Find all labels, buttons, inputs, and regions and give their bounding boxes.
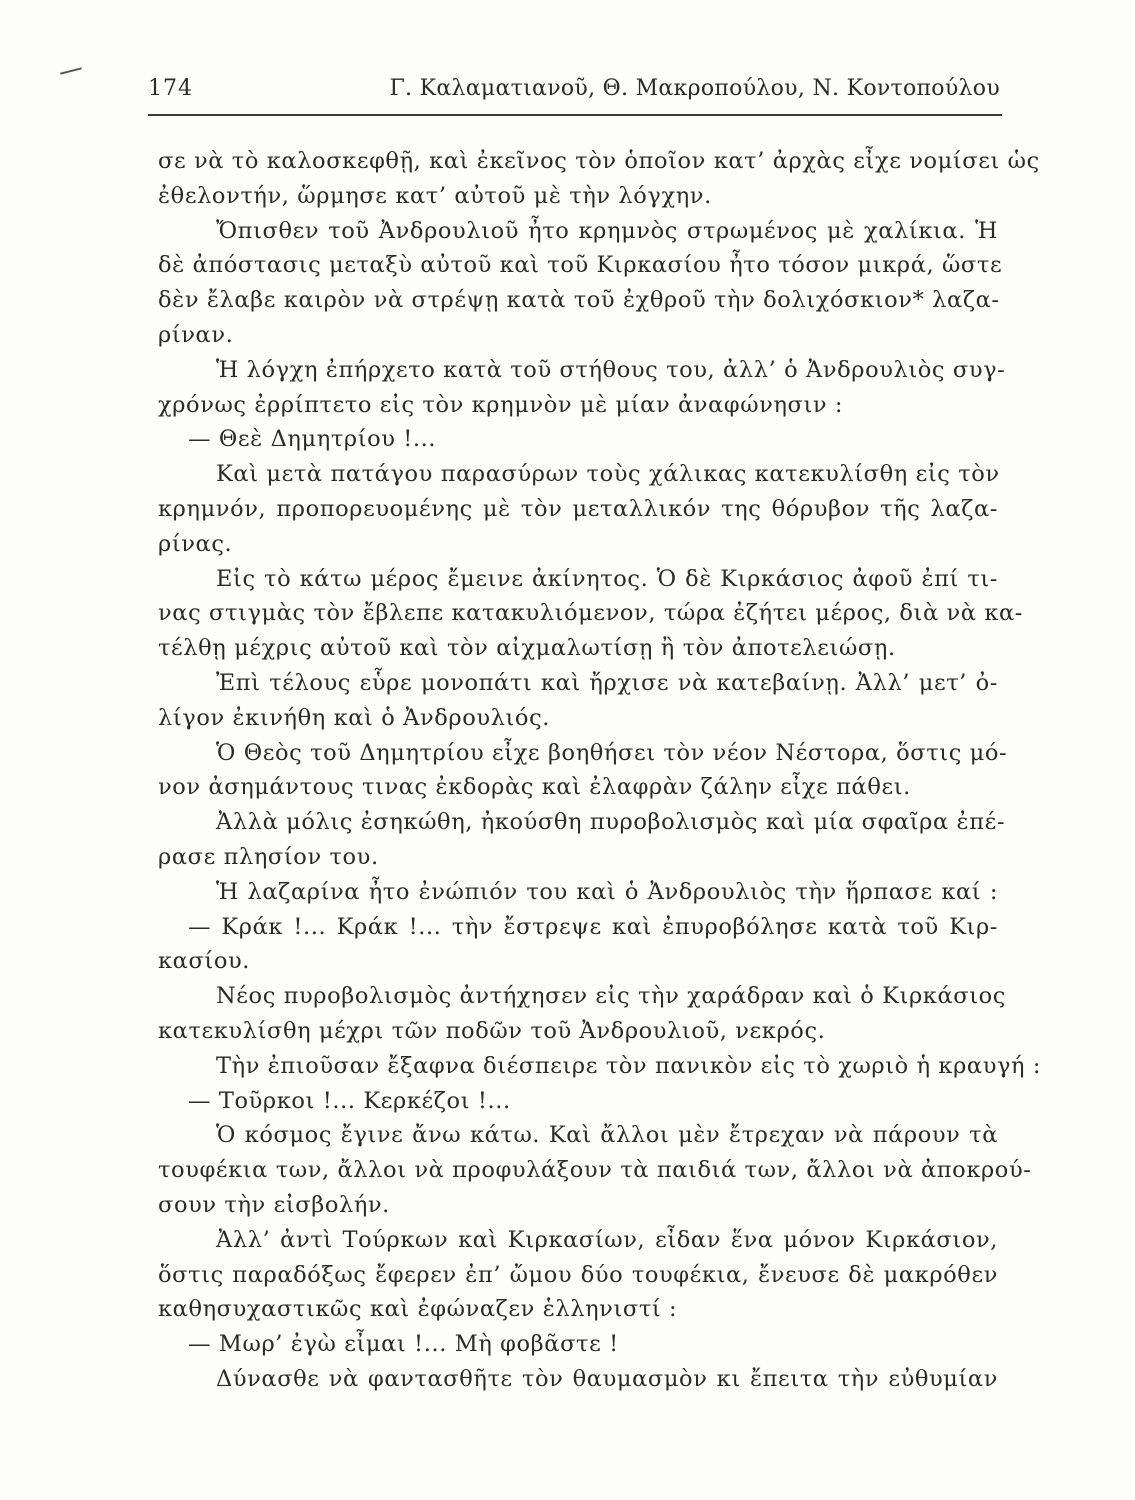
text-line: Δύνασθε νὰ φαντασθῆτε τὸν θαυμασμὸν κι ἔπειτα τὴν εὐθυμίαν — [216, 1365, 998, 1392]
dialogue-line: — Μωρ’ ἐγὼ εἶμαι !... Μὴ φοβᾶστε ! — [188, 1331, 619, 1358]
text-line: ρασε πλησίον του. — [158, 843, 379, 870]
text-line: λίγον ἐκινήθη καὶ ὁ Ἀνδρουλιός. — [158, 704, 551, 731]
text-line: καθησυχαστικῶς καὶ ἐφώναζεν ἑλληνιστί : — [158, 1296, 678, 1323]
text-line: χρόνως ἐρρίπτετο εἰς τὸν κρημνὸν μὲ μίαν ἀναφώνησιν : — [158, 391, 844, 418]
text-line: Ἐπὶ τέλους εὗρε μονοπάτι καὶ ἤρχισε νὰ κατεβαίνῃ. Ἀλλ’ μετ’ ὀ- — [216, 669, 998, 696]
text-line: Ἡ λαζαρίνα ἦτο ἐνώπιόν του καὶ ὁ Ἀνδρουλιὸς τὴν ἥρπασε καί : — [216, 878, 998, 905]
dialogue-line: — Θεὲ Δημητρίου !... — [188, 426, 437, 453]
text-line: νον ἀσημάντους τινας ἐκδορὰς καὶ ἐλαφρὰν ζάλην εἶχε πάθει. — [158, 774, 911, 801]
text-line: Τὴν ἐπιοῦσαν ἔξαφνα διέσπειρε τὸν πανικὸν εἰς τὸ χωριὸ ἡ κραυγή : — [216, 1052, 1042, 1079]
text-line: Νέος πυροβολισμὸς ἀντήχησεν εἰς τὴν χαράδραν καὶ ὁ Κιρκάσιος — [216, 983, 1006, 1010]
text-line: σε νὰ τὸ καλοσκεφθῇ, καὶ ἐκεῖνος τὸν ὁποῖον κατ’ ἀρχὰς εἶχε νομίσει ὡς — [158, 148, 1040, 174]
text-line: Ἀλλ’ ἀντὶ Τούρκων καὶ Κιρκασίων, εἶδαν ἕνα μόνον Κιρκάσιον, — [216, 1226, 998, 1253]
text-line: Ὄπισθεν τοῦ Ἀνδρουλιοῦ ἦτο κρημνὸς στρωμένος μὲ χαλίκια. Ἡ — [216, 217, 998, 244]
text-line: δὲ ἀπόστασις μεταξὺ αὐτοῦ καὶ τοῦ Κιρκασίου ἦτο τόσον μικρά, ὥστε — [158, 252, 1003, 279]
text-line: ἐθελοντήν, ὥρμησε κατ’ αὐτοῦ μὲ τὴν λόγχην. — [158, 182, 712, 209]
text-line: ρίναν. — [158, 321, 234, 348]
text-line: κρημνόν, προπορευομένης μὲ τὸν μεταλλικόν της θόρυβον τῆς λαζα- — [158, 495, 998, 522]
dialogue-line: — Τοῦρκοι !... Κερκέζοι !... — [188, 1087, 511, 1114]
page-number: 174 — [148, 76, 193, 101]
page-header — [148, 76, 1000, 112]
text-line: Ἡ λόγχη ἐπήρχετο κατὰ τοῦ στήθους του, ἀλλ’ ὁ Ἀνδρουλιὸς συγ- — [216, 356, 1006, 383]
body-text — [158, 144, 1042, 1397]
scan-mark — [60, 67, 82, 74]
text-line: Ἀλλὰ μόλις ἐσηκώθη, ἠκούσθη πυροβολισμὸς καὶ μία σφαῖρα ἐπέ- — [216, 809, 1006, 836]
dialogue-line: — Κράκ !... Κράκ !... τὴν ἔστρεψε καὶ ἐπυροβόλησε κατὰ τοῦ Κιρ- — [188, 913, 998, 940]
text-line: ρίνας. — [158, 530, 233, 557]
text-line: Καὶ μετὰ πατάγου παρασύρων τοὺς χάλικας κατεκυλίσθη εἰς τὸν — [216, 461, 1000, 488]
running-head-authors: Γ. Καλαματιανοῦ, Θ. Μακροπούλου, Ν. Κοντοπούλου — [389, 76, 1000, 101]
text-line: κατεκυλίσθη μέχρι τῶν ποδῶν τοῦ Ἀνδρουλιοῦ, νεκρός. — [158, 1017, 826, 1044]
text-line: τέλθῃ μέχρις αὐτοῦ καὶ τὸν αἰχμαλωτίσῃ ἢ τὸν ἀποτελειώσῃ. — [158, 635, 896, 662]
text-line: Ὁ κόσμος ἔγινε ἄνω κάτω. Καὶ ἄλλοι μὲν ἔτρεχαν νὰ πάρουν τὰ — [216, 1122, 998, 1149]
header-rule — [148, 114, 1002, 116]
text-line: Ὁ Θεὸς τοῦ Δημητρίου εἶχε βοηθήσει τὸν νέον Νέστορα, ὅστις μό- — [216, 739, 1008, 766]
text-line: ὅστις παραδόξως ἔφερεν ἐπ’ ὤμου δύο τουφέκια, ἔνευσε δὲ μακρόθεν — [158, 1261, 998, 1288]
text-line: κασίου. — [158, 948, 251, 975]
text-line: νας στιγμὰς τὸν ἔβλεπε κατακυλιόμενον, τώρα ἐζήτει μέρος, διὰ νὰ κα- — [158, 600, 1023, 627]
text-line: σουν τὴν εἰσβολήν. — [158, 1191, 390, 1218]
text-line: τουφέκια των, ἄλλοι νὰ προφυλάξουν τὰ παιδιά των, ἄλλοι νὰ ἀποκρού- — [158, 1157, 1032, 1184]
text-line: Εἰς τὸ κάτω μέρος ἔμεινε ἀκίνητος. Ὁ δὲ Κιρκάσιος ἀφοῦ ἐπί τι- — [216, 565, 998, 592]
text-line: δὲν ἔλαβε καιρὸν νὰ στρέψῃ κατὰ τοῦ ἐχθροῦ τὴν δολιχόσκιον* λαζα- — [158, 287, 1000, 314]
